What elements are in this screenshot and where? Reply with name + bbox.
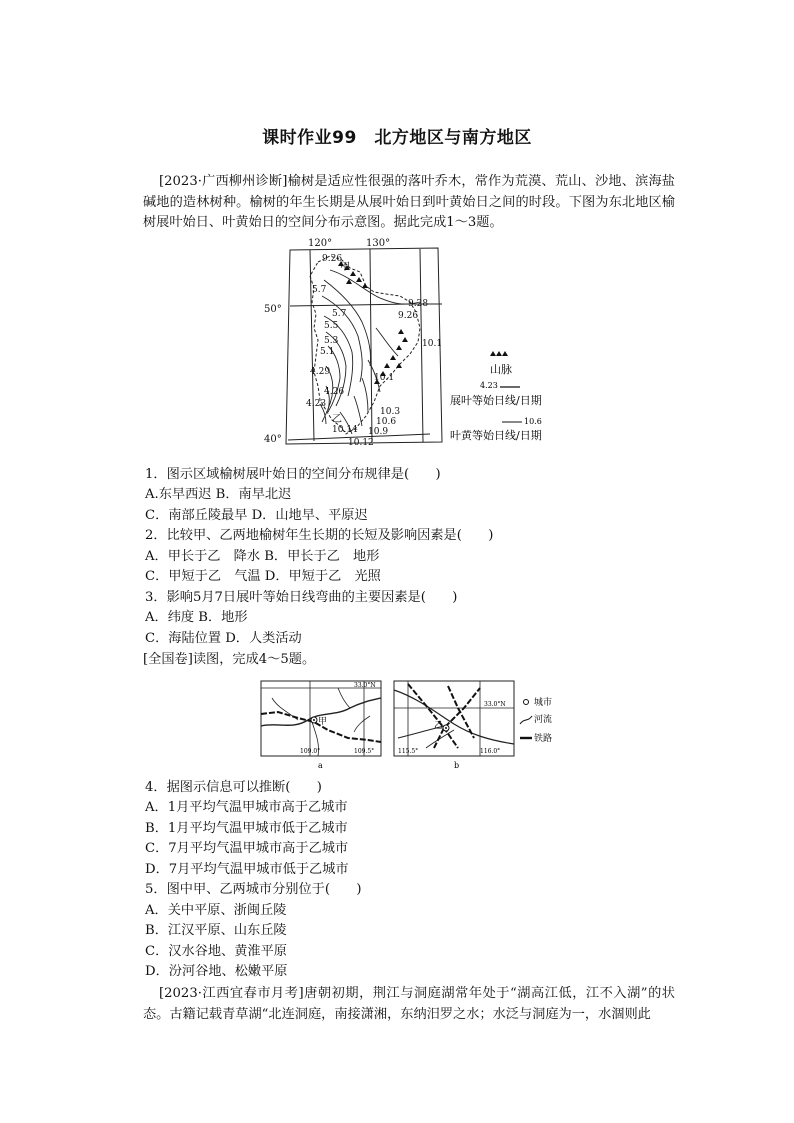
leaf-out-label: 5.7 — [332, 309, 347, 319]
mountain-legend-icon — [490, 351, 508, 356]
q1-options-cd: C．南部丘陵最早 D．山地早、平原迟 — [145, 508, 368, 523]
lat-label-50: 50° — [264, 304, 282, 315]
q1-options-ab: A.东早西迟 B．南早北迟 — [145, 487, 292, 502]
northeast-china-map — [264, 236, 570, 456]
q5-option-c: C．汉水谷地、黄淮平原 — [145, 944, 287, 959]
yellow-label: 10.3 — [380, 407, 401, 417]
q4-option-b: B．1月平均气温甲城市低于乙城市 — [145, 821, 348, 836]
map2-b-lat: 33.0°N — [484, 701, 506, 708]
leaf-out-label: 5.5 — [324, 321, 339, 331]
yellow-label: 9.26 — [398, 311, 419, 321]
legend-yellow-sample: 10.6 — [524, 417, 542, 426]
yellow-label: 10.12 — [348, 438, 374, 448]
yellow-label: 9.26 — [322, 254, 343, 264]
place-yi: 乙 — [332, 414, 342, 425]
map2-b-city: 乙 — [434, 721, 444, 731]
leaf-out-label: 4.23 — [306, 399, 327, 409]
map2-a-city: 甲 — [318, 717, 328, 727]
river-legend-icon — [520, 716, 532, 724]
q5-option-b: B．江汉平原、山东丘陵 — [145, 923, 287, 938]
yellow-label: 10.6 — [376, 417, 397, 427]
map2-b — [394, 681, 514, 770]
map2-a-lat: 33.0°N — [354, 682, 376, 689]
q4-stem: 4．据图示信息可以推断( ) — [145, 780, 322, 795]
legend-city: 城市 — [534, 698, 553, 708]
lat-label-40: 40° — [264, 434, 282, 445]
map1-legend — [450, 351, 542, 442]
q5-option-d: D．汾河谷地、松嫩平原 — [145, 964, 288, 979]
legend-mountain: 山脉 — [490, 363, 512, 376]
map2-b-lon2: 116.0° — [480, 748, 501, 755]
intro-paragraph-2: [全国卷]读图，完成4～5题。 — [143, 652, 316, 667]
q5-stem: 5．图中甲、乙两城市分别位于( ) — [145, 882, 362, 897]
map2-a-lon2: 109.5° — [354, 748, 375, 755]
intro-paragraph-3: [2023·江西宜春市月考]唐朝初期，荆江与洞庭湖常年处于“湖高江低，江不入湖”的状态。古籍记载青草湖“北连洞庭，南接潇湘，东纳汨罗之水；水泛与洞庭为一，水涸则此 — [143, 986, 675, 1022]
place-jia: 甲 — [340, 262, 350, 273]
q2-options-cd: C．甲短于乙 气温 D．甲短于乙 光照 — [145, 569, 381, 584]
map2-a-lon1: 109.0° — [300, 748, 321, 755]
q3-stem: 3．影响5月7日展叶等始日线弯曲的主要因素是( ) — [145, 590, 458, 605]
yellow-label: 9.28 — [408, 299, 429, 309]
q3-options-ab: A．纬度 B．地形 — [145, 610, 248, 625]
legend-leaf-out-text: 展叶等始日线/日期 — [450, 394, 542, 407]
page-title: 课时作业99 北方地区与南方地区 — [262, 128, 532, 148]
map2-a — [261, 681, 381, 770]
q5-option-a: A．关中平原、浙闽丘陵 — [145, 903, 287, 918]
q2-stem: 2．比较甲、乙两地榆树年生长期的长短及影响因素是( ) — [145, 528, 494, 543]
yellow-label: 10.9 — [368, 427, 389, 437]
legend-leaf-out-sample: 4.23 — [480, 381, 498, 390]
city-legend-icon — [524, 700, 529, 705]
q4-option-c: C．7月平均气温甲城市高于乙城市 — [145, 841, 349, 856]
leaf-out-label: 5.3 — [324, 336, 339, 346]
leaf-out-label: 5.1 — [320, 347, 335, 357]
leaf-out-label: 5.7 — [312, 285, 327, 295]
legend-rail: 铁路 — [534, 734, 553, 744]
map2-b-caption: b — [454, 761, 460, 770]
yellow-label: 10.14 — [332, 425, 358, 435]
q1-stem: 1．图示区域榆树展叶始日的空间分布规律是( ) — [145, 467, 441, 482]
legend-river: 河流 — [534, 715, 553, 725]
map1-frame — [286, 248, 442, 444]
map2-a-caption: a — [318, 761, 323, 770]
river-city-maps — [258, 678, 558, 770]
map2-legend — [520, 696, 552, 744]
q2-options-ab: A．甲长于乙 降水 B．甲长于乙 地形 — [145, 549, 380, 564]
lon-label-120: 120° — [308, 238, 333, 249]
q3-options-cd: C．海陆位置 D．人类活动 — [145, 631, 302, 646]
q4-option-d: D．7月平均气温甲城市低于乙城市 — [145, 862, 349, 877]
q4-option-a: A．1月平均气温甲城市高于乙城市 — [145, 800, 348, 815]
intro-paragraph-1: [2023·广西柳州诊断]榆树是适应性很强的落叶乔木，常作为荒漠、荒山、沙地、滨海盐碱地的造林树种。榆树的年生长期是从展叶始日到叶黄始日之间的时段。下图为东北地区榆树展叶始日、叶黄始日的空间分布示意图。据此完成1～3题。 — [143, 174, 675, 230]
yellow-label: 10.1 — [374, 373, 395, 383]
legend-yellow-text: 叶黄等始日线/日期 — [450, 429, 542, 442]
leaf-out-label: 4.29 — [310, 367, 331, 377]
mountain-symbols — [338, 261, 408, 384]
map2-b-lon1: 115.5° — [398, 748, 419, 755]
lon-label-130: 130° — [366, 238, 391, 249]
yellow-label: 10.1 — [422, 339, 443, 349]
leaf-out-label: 4.26 — [324, 387, 345, 397]
yellow-isolines — [330, 270, 420, 434]
